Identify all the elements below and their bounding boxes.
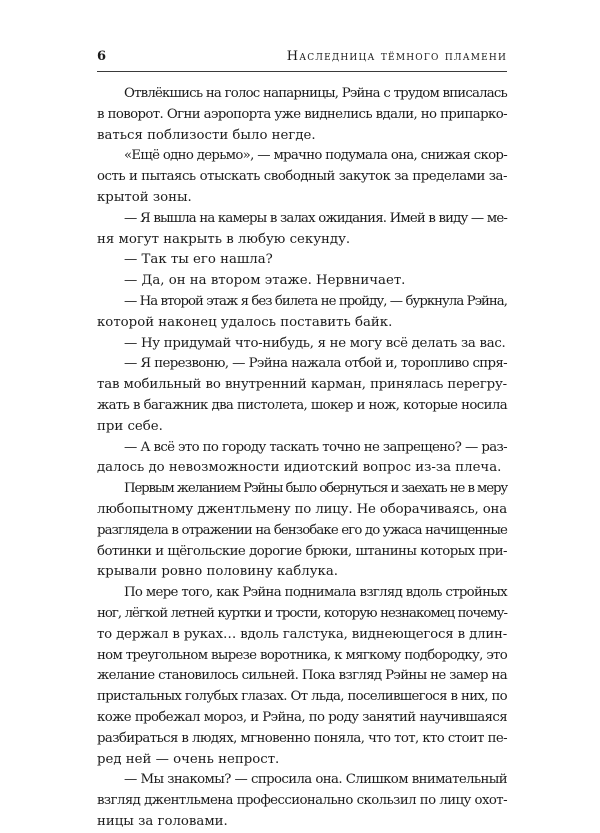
paragraph xyxy=(97,84,507,146)
paragraph xyxy=(97,438,507,480)
text-line: взгляд джентльмена профессионально скользил по лицу охот- xyxy=(97,793,507,809)
text-line: разбираться в людях, мгновенно поняла, что тот, кто стоит пе- xyxy=(97,730,507,746)
paragraph xyxy=(97,479,507,583)
text-line: ваться поблизости было негде. xyxy=(97,127,316,143)
text-line: — Так ты его нашла? xyxy=(124,252,273,268)
text-line: которой наконец удалось поставить байк. xyxy=(97,314,393,330)
text-line: в поворот. Огни аэропорта уже виднелись вдали, но припарко- xyxy=(97,106,507,122)
text-line: то держал в руках… вдоль галстука, виднеющегося в длин- xyxy=(97,626,507,642)
text-line: ног, лёгкой летней куртки и трости, которую незнакомец почему- xyxy=(97,605,507,621)
text-line: — На второй этаж я без билета не пройду, — буркнула Рэйна, xyxy=(124,293,507,309)
text-line: ость и пытаясь отыскать свободный закуток за пределами за- xyxy=(97,169,507,185)
text-line: при себе. xyxy=(97,418,163,434)
paragraph xyxy=(97,354,507,437)
text-line: крытой зоны. xyxy=(97,189,192,205)
paragraph xyxy=(97,334,507,355)
text-line: «Ещё одно дерьмо», — мрачно подумала она, снижая скор- xyxy=(124,148,507,164)
text-line: — Я перезвоню, — Рэйна нажала отбой и, торопливо спря- xyxy=(124,356,507,372)
text-line: желание становилось сильней. Пока взгляд Рэйны не замер на xyxy=(97,668,507,684)
text-line: тав мобильный во внутренний карман, принялась перегру- xyxy=(97,377,507,393)
text-line: — Мы знакомы? — спросила она. Слишком внимательный xyxy=(124,772,507,788)
text-line: ницы за головами. xyxy=(97,813,228,829)
text-line: далось до невозможности идиотский вопрос из-за плеча. xyxy=(97,460,502,476)
text-line: коже пробежал мороз, и Рэйна, по роду занятий научившаяся xyxy=(97,709,507,725)
text-line: ботинки и щёгольские дорогие брюки, штанины которых при- xyxy=(97,543,507,559)
text-line: ня могут накрыть в любую секунду. xyxy=(97,231,351,247)
text-line: — Я вышла на камеры в залах ожидания. Имей в виду — ме- xyxy=(124,210,507,226)
paragraph xyxy=(97,271,507,292)
page-number: 6 xyxy=(97,49,107,64)
text-line: — Да, он на втором этаже. Нервничает. xyxy=(124,273,406,289)
text-line: крывали ровно половину каблука. xyxy=(97,564,339,580)
paragraph xyxy=(97,583,507,770)
text-line: Первым желанием Рэйны было обернуться и заехать не в меру xyxy=(124,481,507,497)
paragraph xyxy=(97,209,507,251)
text-line: любопытному джентльмену по лицу. Не оборачиваясь, она xyxy=(97,501,507,517)
text-line: ном треугольном вырезе воротника, к мягкому подбородку, это xyxy=(97,647,507,663)
text-line: — Ну придумай что-нибудь, я не могу всё делать за вас. xyxy=(124,335,506,351)
body-text xyxy=(97,84,507,833)
text-line: разглядела в отражении на бензобаке его до ужаса начищенные xyxy=(97,522,507,538)
text-line: ред ней — очень непрост. xyxy=(97,751,280,767)
text-line: Отвлёкшись на голос напарницы, Рэйна с трудом вписалась xyxy=(124,86,507,101)
paragraph xyxy=(97,250,507,271)
running-title: Наследница тёмного пламени xyxy=(286,49,507,64)
paragraph xyxy=(97,292,507,334)
text-line: По мере того, как Рэйна поднимала взгляд вдоль стройных xyxy=(124,585,507,601)
text-line: — А всё это по городу таскать точно не запрещено? — раз- xyxy=(124,439,507,455)
paragraph xyxy=(97,770,507,832)
paragraph xyxy=(97,146,507,208)
text-line: жать в багажник два пистолета, шокер и нож, которые носила xyxy=(97,397,507,413)
page-header xyxy=(97,49,507,72)
text-line: пристальных голубых глазах. От льда, поселившегося в них, по xyxy=(97,689,507,705)
